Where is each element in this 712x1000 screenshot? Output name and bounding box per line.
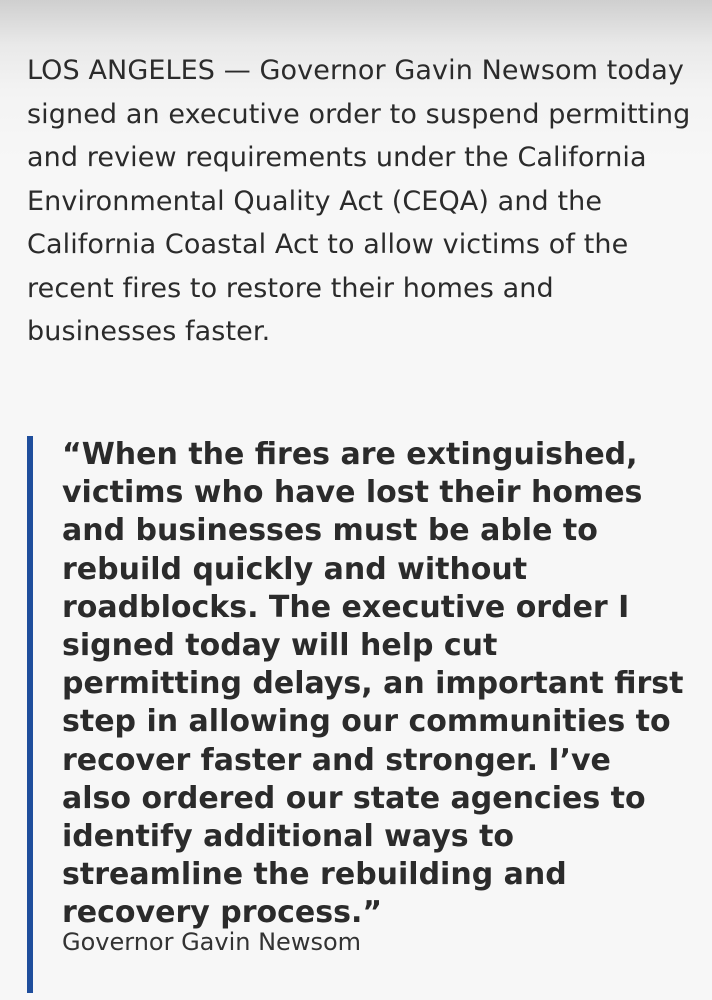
lead-paragraph: LOS ANGELES — Governor Gavin Newsom today signed an executive order to suspend permitting and review requirements under the California Environmental Quality Act (CEQA) and the California Coastal Act to allow victims of the recent fires to restore their homes and businesses faster. <box>27 55 691 347</box>
quote-text: “When the fires are extinguished, victims who have lost their homes and businesses must be able to rebuild quickly and without roadblocks. The executive order I signed today will help cut permitting delays, an important first step in allowing our communities to recover faster and stronger. I’ve also ordered our state agencies to identify additional ways to streamline the rebuilding and recovery process.” <box>62 437 684 931</box>
quote-attribution: Governor Gavin Newsom <box>62 928 362 956</box>
pull-quote <box>27 436 687 993</box>
